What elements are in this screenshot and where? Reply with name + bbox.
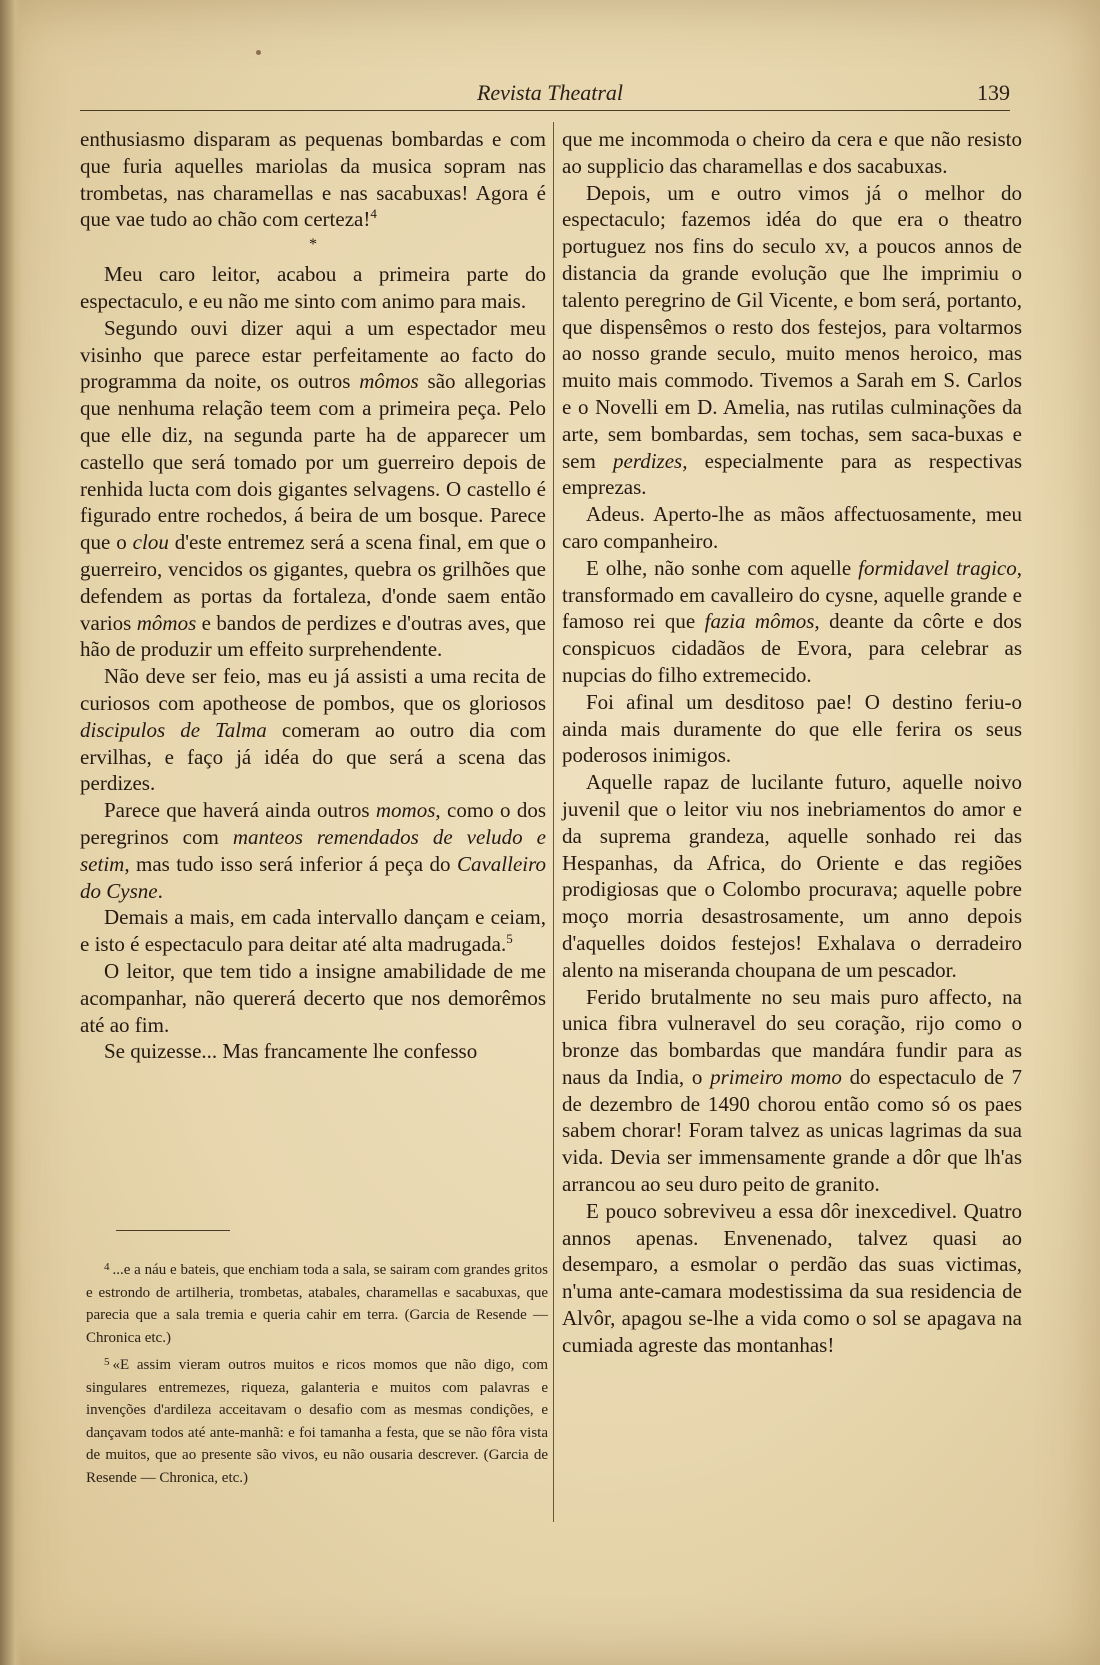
text-run: .: [157, 878, 163, 903]
left-column: [80, 126, 546, 1065]
italic-run: fazia mômos,: [704, 609, 820, 634]
text-run: Segundo ouvi dizer aqui a um espectador meu visinho que parece estar perfeitamente ao facto do programma da noite, os outros: [80, 315, 546, 394]
header-rule: [80, 110, 1010, 111]
right-paragraph-3: Adeus. Aperto-lhe as mãos affectuosamente, meu caro companheiro.: [562, 502, 1022, 553]
footnote-mark: 4: [104, 1261, 110, 1273]
italic-run: manteos remendados de veludo e setim: [80, 824, 547, 876]
text-run: Parece que haverá ainda outros: [104, 798, 376, 823]
text-run: Não deve ser feio, mas eu já assisti a uma recita de curiosos com apotheose de pombos, que os gloriosos: [80, 664, 546, 715]
right-column: [562, 126, 1022, 1359]
footnote-4: [86, 1256, 548, 1349]
italic-run: clou: [132, 530, 169, 555]
footnote-5: [86, 1351, 548, 1489]
column-divider: [553, 122, 554, 1522]
italic-run: discipulos de Talma: [80, 717, 267, 742]
italic-run: Cavalleiro do Cysne: [80, 851, 546, 903]
left-paragraph-5: [80, 797, 546, 904]
footnote-ref-4[interactable]: 4: [370, 206, 377, 222]
text-run: E olhe, não sonhe com aquelle: [586, 555, 859, 580]
text-run: e bandos de perdizes e d'outras aves, que hão de produzir um effeito surprehendente.: [80, 610, 546, 662]
text-run: , transformado em cavalleiro do cysne, aquelle grande e famoso rei que: [562, 555, 1022, 634]
running-title: Revista Theatral: [476, 80, 624, 105]
right-paragraph-8: E pouco sobreviveu a essa dôr inexcedivel. Quatro annos apenas. Envenenado, talvez quasi ao desemparo, a esmolar o perdão das suas victimas, n'uma ante-camara modestissima da sua residencia de Alvôr, apagou se-lhe a vida como o sol se apagava na cumiada agreste das montanhas!: [562, 1198, 1022, 1357]
footnote-mark: 5: [104, 1356, 110, 1368]
text-run: são allegorias que nenhuma relação teem com a primeira peça. Pelo que elle diz, na segunda parte ha de apparecer um castello que será tomado por um guerreiro depois de renhida lucta com dois gigantes selvagens. O castello é figurado entre rochedos, á beira de um bosque. Parece que o: [80, 369, 547, 555]
footnotes: [86, 1256, 548, 1491]
italic-run: momos: [375, 798, 436, 823]
page-header: [80, 80, 1020, 108]
text-run: Depois, um e outro vimos já o melhor do espectaculo; fazemos idéa do que era o theatro portuguez nos fins do seculo xv, a poucos annos de distancia da grande evolução que lhe imprimiu o talento peregrino de Gil Vicente, e bom será, portanto, que dispensêmos o resto dos festejos, para voltarmos ao nosso grande seculo, muito menos heroico, mas muito mais commodo. Tivemos a Sarah em S. Carlos e o Novelli em D. Amelia, nas rutilas culminações da arte, sem bombardas, sem tochas, sem saca-buxas e sem: [562, 180, 1022, 473]
page-number: 139: [977, 80, 1010, 105]
left-paragraph-6: [80, 904, 546, 958]
right-paragraph-5: Foi afinal um desditoso pae! O destino feriu-o ainda mais duramente do que elle ferira os seus poderosos inimigos.: [562, 689, 1022, 768]
left-paragraph-7: O leitor, que tem tido a insigne amabilidade de me acompanhar, não quererá decerto que nos demorêmos até ao fim.: [80, 958, 546, 1037]
italic-run: mômos: [359, 369, 419, 394]
text-run: do espectaculo de 7 de dezembro de 1490 chorou então como só os paes sabem chorar! Foram talvez as unicas lagrimas da sua vida. Devia ser immensamente grande a dôr que lh'as arrancou ao seu duro peito de granito.: [562, 1064, 1022, 1197]
ink-spot: [256, 50, 261, 55]
left-paragraph-3: [80, 315, 546, 663]
left-paragraph-8: Se quizesse... Mas francamente lhe confesso: [104, 1039, 478, 1064]
footnote-text: «E assim vieram outros muitos e ricos momos que não digo, com singulares entremezes, riqueza, galanteria e muitos com palavras e invenções d'ardileza acceitavam o desafio com as mesmas condições, e dançavam todos até ante-manhã: e foi tamanha a festa, que se não fôra vista de muitos, que ao presente são vivos, eu não ousaria descrever. (Garcia de Resende — Chronica, etc.): [86, 1357, 548, 1486]
italic-run: formidavel tragico: [858, 555, 1017, 580]
right-paragraph-4: [562, 555, 1022, 689]
section-asterisk: *: [309, 236, 317, 254]
left-paragraph-2: Meu caro leitor, acabou a primeira parte do espectaculo, e eu não me sinto com animo para mais.: [80, 262, 546, 313]
left-paragraph-1: [80, 126, 546, 233]
text-run: , como o dos peregrinos com: [80, 798, 546, 849]
text-run: Demais a mais, em cada intervallo dançam e ceiam, e isto é espectaculo para deitar até alta madrugada.: [80, 905, 546, 957]
right-paragraph-1: que me incommoda o cheiro da cera e que não resisto ao supplicio das charamellas e dos sacabuxas.: [562, 127, 1022, 178]
footnote-text: ...e a náu e bateis, que enchiam toda a sala, se sairam com grandes gritos e estrondo de artilheria, trombetas, atabales, charamellas e sacabuxas, que parecia que a sala tremia e queria cahir em terra. (Garcia de Resende — Chronica etc.): [86, 1262, 548, 1346]
page-spine-shadow: [0, 0, 22, 1665]
text-run: d'este entremez será a scena final, em que o guerreiro, vencidos os gigantes, quebra os grilhões que defendem as portas da fortaleza, d'onde saem então varios: [80, 530, 546, 635]
text-run: especialmente para as respectivas emprezas.: [562, 448, 1022, 500]
footnote-ref-5[interactable]: 5: [506, 931, 513, 947]
footnote-rule: [116, 1230, 230, 1231]
left-p1-text: enthusiasmo disparam as pequenas bombardas e com que furia aquelles mariolas da musica sopram nas trombetas, nas charamellas e nas sacabuxas! Agora é que vae tudo ao chão com certeza!: [80, 127, 546, 232]
text-run: deante da côrte e dos conspicuos cidadãos de Evora, para celebrar as nupcias do filho extremecido.: [562, 609, 1022, 687]
text-run: Ferido brutalmente no seu mais puro affecto, na unica fibra vulneravel do seu coração, rijo como o bronze das bombardas que mandára fundir para as naus da India, o: [562, 984, 1022, 1089]
text-run: comeram ao outro dia com ervilhas, e faço já idéa do que será a scena das perdizes.: [80, 717, 546, 796]
left-paragraph-4: [80, 663, 546, 797]
right-paragraph-6: Aquelle rapaz de lucilante futuro, aquelle noivo juvenil que o leitor viu nos inebriamentos do amor e da suprema grandeza, aquelle sonhado rei das Hespanhas, da Africa, do Oriente e das regiões prodigiosas que o Colombo procurava; aquelle pobre moço morria desastrosamente, um anno depois d'aquelles doidos festejos! Exhalava o derradeiro alento na miseranda choupana de um pescador.: [562, 770, 1022, 982]
right-paragraph-7: [562, 984, 1022, 1198]
italic-run: mômos: [136, 610, 197, 635]
italic-run: perdizes,: [613, 448, 688, 473]
right-paragraph-2: [562, 180, 1022, 502]
text-run: , mas tudo isso será inferior á peça do: [124, 851, 457, 876]
italic-run: primeiro momo: [710, 1064, 842, 1089]
